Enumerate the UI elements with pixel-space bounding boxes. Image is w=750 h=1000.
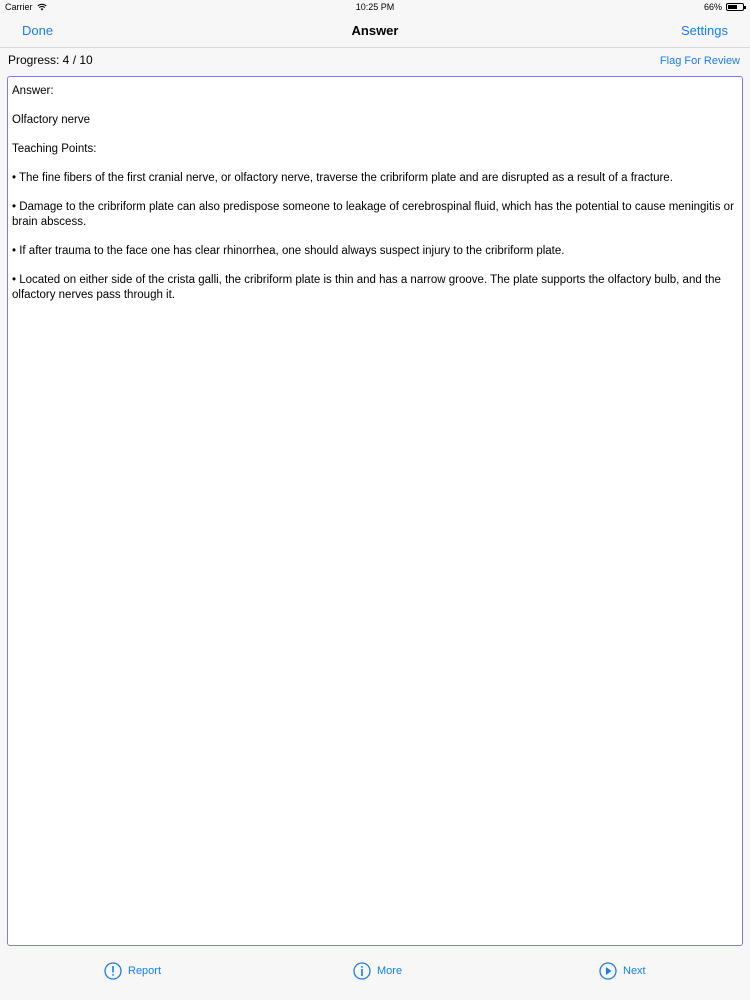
answer-heading: Answer: [12, 85, 54, 97]
report-label: Report [128, 965, 162, 977]
flag-for-review-link[interactable]: Flag For Review [659, 55, 740, 67]
next-button[interactable] [599, 962, 646, 980]
exclamation-circle-icon [104, 962, 122, 980]
teaching-point: • Located on either side of the crista galli, the cribriform plate is thin and has a narrow groove. The plate supports the olfactory bulb, and the olfactory nerves pass through it. [12, 274, 721, 301]
status-bar [0, 0, 750, 14]
progress-label: Progress: 4 / 10 [8, 53, 93, 67]
play-circle-icon [599, 962, 617, 980]
teaching-points-heading: Teaching Points: [12, 143, 97, 155]
report-button[interactable] [104, 962, 161, 980]
bottom-toolbar [0, 958, 750, 988]
answer-value: Olfactory nerve [12, 114, 90, 126]
more-label: More [377, 965, 403, 977]
teaching-point: • If after trauma to the face one has clear rhinorrhea, one should always suspect injury to the cribriform plate. [12, 245, 565, 257]
battery-group [704, 2, 744, 12]
answer-text-area[interactable] [7, 76, 743, 946]
info-circle-icon [353, 962, 371, 980]
battery-percent: 66% [703, 2, 722, 12]
done-button[interactable]: Done [22, 23, 54, 38]
status-time: 10:25 PM [355, 2, 395, 12]
navigation-bar [0, 14, 750, 48]
teaching-point: • Damage to the cribriform plate can also predispose someone to leakage of cerebrospinal fluid, which has the potential to cause meningitis or brain abscess. [12, 201, 734, 228]
progress-row [8, 53, 740, 71]
next-label: Next [623, 965, 646, 977]
settings-button[interactable]: Settings [681, 23, 728, 38]
battery-icon [726, 3, 744, 11]
carrier-label: Carrier [5, 2, 33, 12]
page-title: Answer [351, 23, 399, 38]
battery-level [728, 5, 737, 9]
more-button[interactable] [353, 962, 402, 980]
teaching-point: • The fine fibers of the first cranial nerve, or olfactory nerve, traverse the cribriform plate and are disrupted as a result of a fracture. [12, 172, 673, 184]
